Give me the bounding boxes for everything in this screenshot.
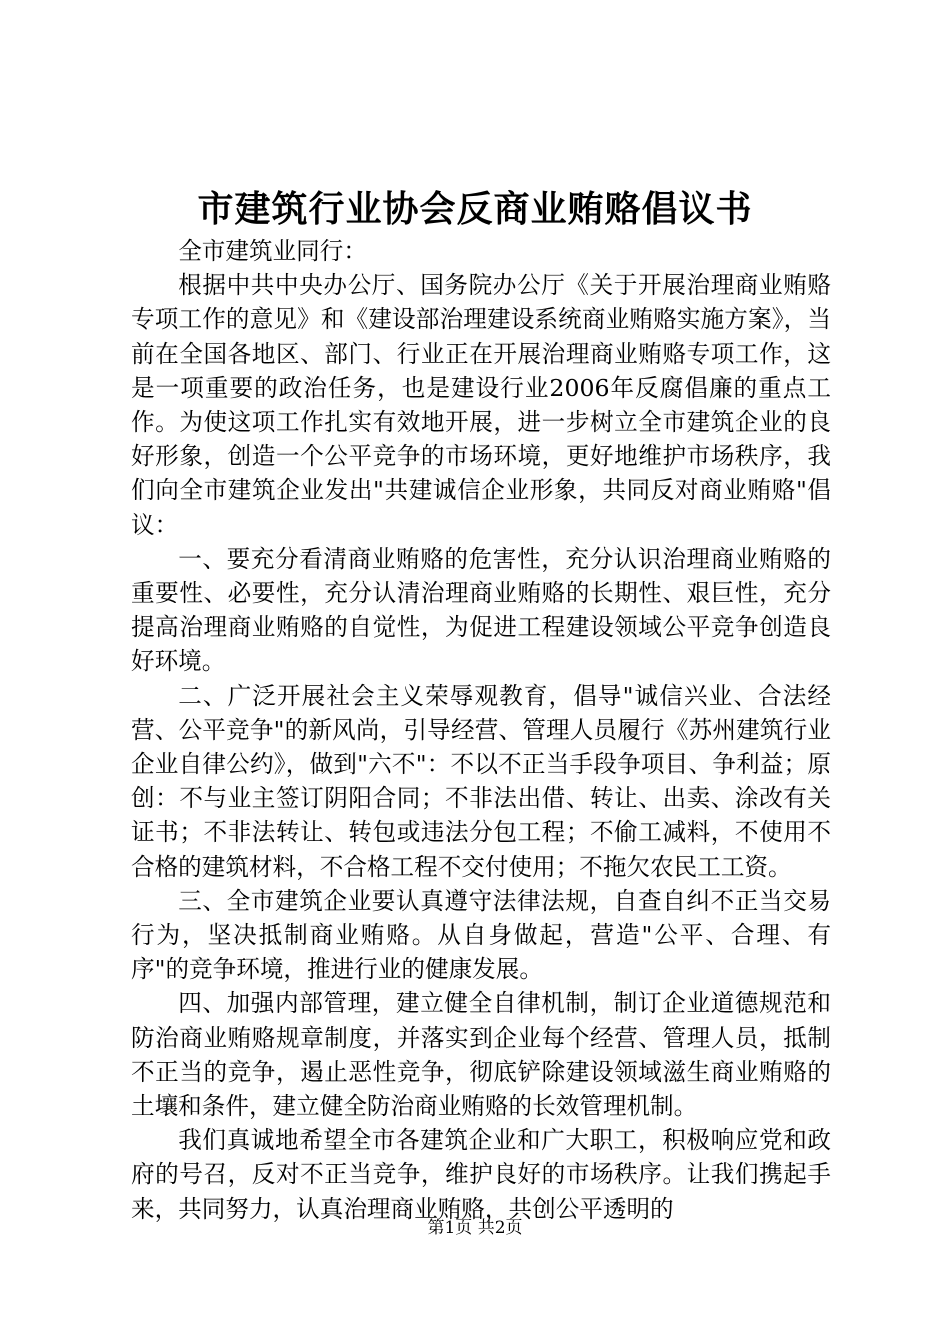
paragraph-item-4: 四、加强内部管理，建立健全自律机制，制订企业道德规范和防治商业贿赂规章制度，并落实到企业每个经营、管理人员，抵制不正当的竞争，遏止恶性竞争，彻底铲除建设领域滋生商业贿赂的土壤和条件，建立健全防治商业贿赂的长效管理机制。: [131, 989, 831, 1121]
paragraph-item-1: 一、要充分看清商业贿赂的危害性，充分认识治理商业贿赂的重要性、必要性，充分认清治理商业贿赂的长期性、艰巨性，充分提高治理商业贿赂的自觉性，为促进工程建设领域公平竞争创造良好环境。: [131, 544, 831, 676]
paragraph-item-3: 三、全市建筑企业要认真遵守法律法规，自查自纠不正当交易行为，坚决抵制商业贿赂。从自身做起，营造"公平、合理、有序"的竞争环境，推进行业的健康发展。: [131, 886, 831, 984]
paragraph-closing: 我们真诚地希望全市各建筑企业和广大职工，积极响应党和政府的号召，反对不正当竞争，维护良好的市场秩序。让我们携起手来，共同努力，认真治理商业贿赂，共创公平透明的: [131, 1126, 831, 1223]
salutation: 全市建筑业同行：: [178, 237, 367, 265]
paragraph-item-2: 二、广泛开展社会主义荣辱观教育，倡导"诚信兴业、合法经营、公平竞争"的新风尚，引导经营、管理人员履行《苏州建筑行业企业自律公约》，做到"六不"：不以不正当手段争项目、争利益；原创：不与业主签订阴阳合同；不非法出借、转让、出卖、涂改有关证书；不非法转让、转包或违法分包工程；不偷工减料，不使用不合格的建筑材料，不合格工程不交付使用；不拖欠农民工工资。: [131, 681, 831, 881]
page-number-footer: 第1页 共2页: [427, 1218, 523, 1238]
document-title: 市建筑行业协会反商业贿赂倡议书: [197, 188, 753, 230]
paragraph-intro: 根据中共中央办公厅、国务院办公厅《关于开展治理商业贿赂专项工作的意见》和《建设部治理建设系统商业贿赂实施方案》，当前在全国各地区、部门、行业正在开展治理商业贿赂专项工作，这是一项重要的政治任务，也是建设行业2006年反腐倡廉的重点工作。为使这项工作扎实有效地开展，进一步树立全市建筑企业的良好形象，创造一个公平竞争的市场环境，更好地维护市场秩序，我们向全市建筑企业发出"共建诚信企业形象，共同反对商业贿赂"倡议：: [131, 271, 831, 539]
document-body: [131, 234, 831, 1226]
